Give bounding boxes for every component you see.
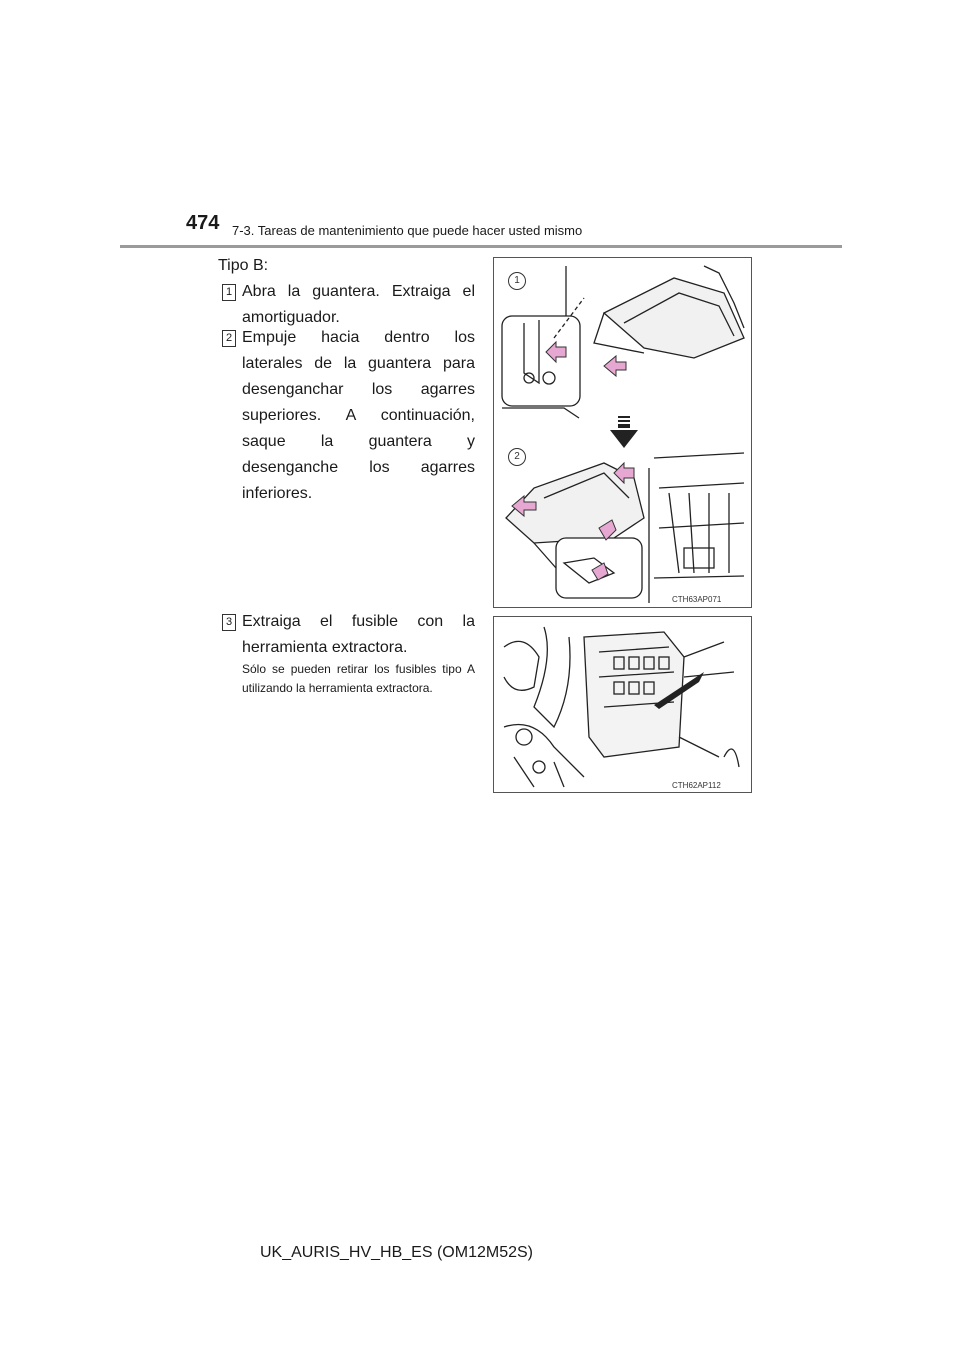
figure-code-1: CTH63AP071 [672,595,722,604]
callout-1: 1 [508,272,526,290]
callout-2: 2 [508,448,526,466]
step-1-text: Abra la guantera. Extraiga el amortiguador. [242,283,475,326]
note-text: Sólo se pueden retirar los fusibles tipo A utilizando la herramienta extractora. [242,662,475,695]
page-number: 474 [186,212,220,234]
step-2-text: Empuje hacia dentro los laterales de la guantera para desenganchar los agarres superiores. A continuación, saque la guantera y desenganche los agarres inferiores. [242,329,475,502]
fuse-box-drawing [494,617,751,792]
section-title: 7-3. Tareas de mantenimiento que puede hacer usted mismo [232,223,583,238]
fuse-box-illustration [493,616,752,793]
step-1-badge: 1 [222,284,236,301]
type-label: Tipo B: [218,257,269,274]
figure-code-2: CTH62AP112 [672,781,721,790]
down-arrow-icon [610,416,638,448]
step-2-badge: 2 [222,330,236,347]
footer-model-code: UK_AURIS_HV_HB_ES (OM12M52S) [260,1244,533,1261]
header-divider [120,245,842,248]
step-3-text: Extraiga el fusible con la herramienta extractora. [242,613,475,656]
step-3-badge: 3 [222,614,236,631]
glovebox-drawing [494,258,751,607]
glovebox-illustration [493,257,752,608]
